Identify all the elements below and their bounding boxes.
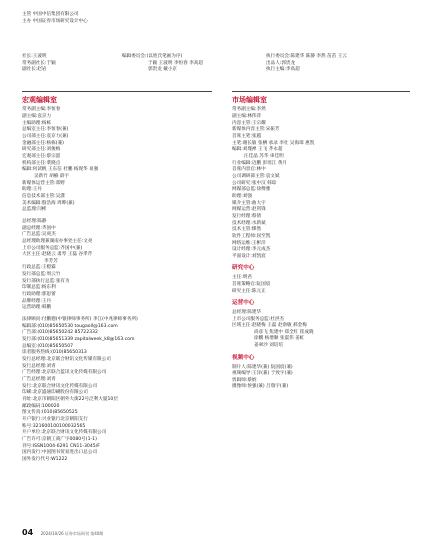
staff-line: 主笔:谢长敏 张栖 承录 李壮 吴海璋 惠凯 xyxy=(232,140,315,146)
page-footer xyxy=(22,527,103,539)
staff-line: 大区主任:赵晓云 肃琴 王磊 谷孝芹 xyxy=(22,252,93,258)
staff-line: 副总经理:齐国中 xyxy=(22,225,56,231)
section-title-macro: 宏观编辑室 xyxy=(22,96,57,104)
section-rule-right xyxy=(232,91,410,92)
staff-line: 主编助理:杨栋 xyxy=(22,120,52,126)
masthead-col-left xyxy=(22,54,56,74)
market-editorial-column xyxy=(232,96,314,391)
staff-line: 广告总监:吴庚杰 xyxy=(22,232,56,238)
staff-line: 设计经理:李元成杰 xyxy=(232,247,271,253)
staff-line: 总编室主任:李恒春(兼) xyxy=(22,127,69,133)
masthead-col-right xyxy=(266,54,347,74)
staff-line: 新媒体运营主管:郑野 xyxy=(22,180,65,186)
staff-line: 徐鹏 杨增顺 张震伟 姜虹 xyxy=(254,336,305,342)
staff-line: 研究主任:陈元正 xyxy=(232,288,266,294)
staff-line: 尚彦飞 焦建中 郑全红 崔成晓 xyxy=(254,329,314,335)
masthead-line: 郭贵龙 戴小京 xyxy=(148,67,178,73)
masthead-line: 于颖 王波明 李恒春 李高超 xyxy=(148,60,203,66)
staff-line: 发行部执行总监:张有为 xyxy=(22,278,70,284)
contact-line: 广告许可:京朝工商广字0080号(1-1) xyxy=(22,436,97,442)
staff-line: 平面设计:刘凯宸 xyxy=(232,253,266,259)
staff-line: 吴新竹 胡楠 薛宇 xyxy=(34,173,70,179)
staff-line: 网媒部总监:徐傅雅 xyxy=(232,187,271,193)
section-title-video: 视频中心 xyxy=(232,354,255,361)
staff-line: 行政总监:王橙霖 xyxy=(22,265,56,271)
masthead-line: 出品人:郭贵龙 xyxy=(266,60,296,66)
masthead-line: 执行主编:李高超 xyxy=(266,67,300,73)
staff-line: 运营助理:韩鹏 xyxy=(22,305,52,311)
masthead-publishers xyxy=(22,12,88,25)
staff-line: 网媒运营:赵剑锋 xyxy=(232,207,266,213)
staff-line: 美术编辑:殷浩海 周晔(兼) xyxy=(22,200,75,206)
staff-line: 首席主笔:张越 xyxy=(232,134,262,140)
staff-line: 姜翠沙 刘培培 xyxy=(254,343,284,349)
staff-line: 副主编:林伟萍 xyxy=(232,114,262,120)
staff-line: 编辑:刘瑾禅 王飞 齐永超 xyxy=(232,147,283,153)
staff-line: 首席内容官:林中 xyxy=(232,167,266,173)
staff-line: 摄像师:侯强(兼) 吕瑞宇(兼) xyxy=(232,384,289,390)
section-title-market: 市场编辑室 xyxy=(232,96,267,104)
contact-line: 编辑部:(010)85650530 tougaoll@163.com xyxy=(22,323,118,329)
staff-line: 首席策略官:阮国宸 xyxy=(232,281,271,287)
staff-line: 制片人:陈建华(兼) 阮国宸(兼) xyxy=(232,364,293,370)
masthead-line: 社长:王波明 xyxy=(22,54,47,59)
staff-line: 副主编:袁京力 xyxy=(22,114,52,120)
section-title-research: 研究中心 xyxy=(232,265,255,272)
contact-line: 发行总经理:北京联合财讯文化传媒有限公司 xyxy=(22,357,111,363)
section-title-operations: 运营中心 xyxy=(232,300,255,307)
staff-line: 李芳芳 xyxy=(44,258,58,264)
staff-line: 常务副主编:李恒春 xyxy=(22,107,61,113)
staff-line: 研究部主任:刘俊梅 xyxy=(22,147,61,153)
staff-line: 视频编导:王洋(兼) 于致宇(兼) xyxy=(232,371,293,377)
staff-line: 总经理:陈静 xyxy=(22,218,47,224)
staff-line: 品牌经理:王丹 xyxy=(22,298,52,304)
contact-line: 开户单位:北京联合财讯文化传媒有限公司 xyxy=(22,430,107,436)
staff-line: 常务副主编:李然 xyxy=(232,107,266,113)
masthead-line: 主办 中国证券市场研究设计中心 xyxy=(22,18,88,24)
staff-line: 网络运维:王彬洋 xyxy=(232,240,266,246)
contact-line: 账号:321600100100032565 xyxy=(22,423,86,429)
staff-line: 机构部主任:菜晓点 xyxy=(22,160,61,166)
masthead-line: 常务副社长:于颖 xyxy=(22,60,56,66)
section-rule-left xyxy=(22,91,212,92)
contact-line: 广告经理:北京联合蓝讯文化传媒有限公司 xyxy=(22,370,107,376)
contact-line: 图文传真:(010)85650525 xyxy=(22,410,78,416)
contact-line: 国内发行:中国图书贸易进出口总公司 xyxy=(22,450,98,456)
contact-line: 开户银行:兴业银行北京朝阳支行 xyxy=(22,416,88,422)
staff-line: 上市公司服务总监:齐国中(兼) xyxy=(22,245,83,251)
staff-line: 发行部总监:周云竹 xyxy=(22,272,61,278)
staff-line: 新媒体内容主管:宋振芳 xyxy=(232,127,280,133)
staff-line: 公司部主任:袁京力(兼) xyxy=(22,134,69,140)
contact-line: 总编室:(010)85650507 xyxy=(22,343,74,349)
contact-line: 法律顾问:付鹏德(中银律师事务所) 李江(中兆律师事务所) xyxy=(22,317,138,323)
masthead-line: 主管 中国中信集团有限公司 xyxy=(22,12,79,17)
staff-line: 公司研究:张中汉 韩琼 xyxy=(232,180,277,186)
staff-line: 编辑:何读帆 王东信 杜鹏 杨现华 易强 xyxy=(22,167,99,173)
staff-line: 发行经理:蔡倩 xyxy=(232,213,262,219)
page-number: 04 xyxy=(22,528,34,537)
masthead-line: 副社长:赵岩 xyxy=(22,67,47,73)
contact-line: 国外发行代号:W1222 xyxy=(22,456,68,462)
staff-line: 行政助理:郭思蕾 xyxy=(22,292,56,298)
staff-line: 总监理:闫彬 xyxy=(22,207,47,213)
contact-line: 刊址:北京市朝阳区朝外大街22号泛利大厦10层 xyxy=(22,396,118,402)
masthead-line: 编辑委员会:(以姓氏笔画为序) xyxy=(122,54,183,59)
staff-line: 印制总监:杨东利 xyxy=(22,285,56,291)
staff-line: 金融部主任:杨栋(兼) xyxy=(22,140,64,146)
contact-line: 邮政编码:100020 xyxy=(22,403,60,409)
macro-editorial-column xyxy=(22,96,138,464)
staff-line: 软件工程师:屈至凯 xyxy=(232,233,271,239)
contact-line: 刊号:ISSN1004-6291 CN11-3045/F xyxy=(22,443,100,449)
staff-line: 助理:王丹 xyxy=(22,187,42,193)
staff-line: 主任:明君 xyxy=(232,275,252,281)
staff-line: 行业编辑:迈鹏 彭瑶江 黄月 xyxy=(232,160,288,166)
staff-line: 宏观部主任:蔡宗韶 xyxy=(22,153,61,159)
staff-line: 汪佳晶 苏华 車佳明 xyxy=(244,153,284,159)
staff-line: 信息技术部主管:吴潇 xyxy=(22,193,65,199)
contact-line: 印刷:北京盛通印刷股份有限公司 xyxy=(22,390,88,396)
contact-line: 广告总经理:刘青 xyxy=(22,376,56,382)
staff-line: 总经理助理兼湖南办事处主任:文亮 xyxy=(22,238,93,244)
contact-line: 读者服务热线:(010)85650313 xyxy=(22,350,87,356)
staff-line: 媒介主管:曲大宇 xyxy=(232,200,266,206)
staff-line: 助理:刘强 xyxy=(232,193,252,199)
contact-line: 发行部:(010)85651339 zapitalweek_k8@163.com xyxy=(22,337,135,343)
staff-line: 内容主管:王宗耀 xyxy=(232,120,266,126)
staff-line: 技术经理:水新斌 xyxy=(232,220,266,226)
issue-info: 2024/10/26 证券市场周刊 第40期 xyxy=(40,531,104,536)
masthead-col-mid xyxy=(122,54,203,74)
staff-line: 区域主任:赵晓梅 王磊 赵俞敏 郝金梅 xyxy=(232,323,307,329)
staff-line: 技术主管:缪然 xyxy=(232,227,262,233)
contact-line: 广告部:(010)85650242 85722332 xyxy=(22,330,98,336)
contact-line: 发行总经理:刘青 xyxy=(22,363,56,369)
staff-line: 总经理:陈建华 xyxy=(232,309,262,315)
staff-line: 上市公司服务总监:杜洪杰 xyxy=(232,316,285,322)
staff-line: 公司调研部主管:袁文斌 xyxy=(232,173,280,179)
masthead-line: 执行委员会:陈建华 陈静 李然 苗苗 王云 xyxy=(266,54,347,59)
contact-line: 发行:北京联合财讯文化传媒有限公司 xyxy=(22,383,98,389)
staff-line: 剪辑师:蔡炳 xyxy=(232,377,257,383)
